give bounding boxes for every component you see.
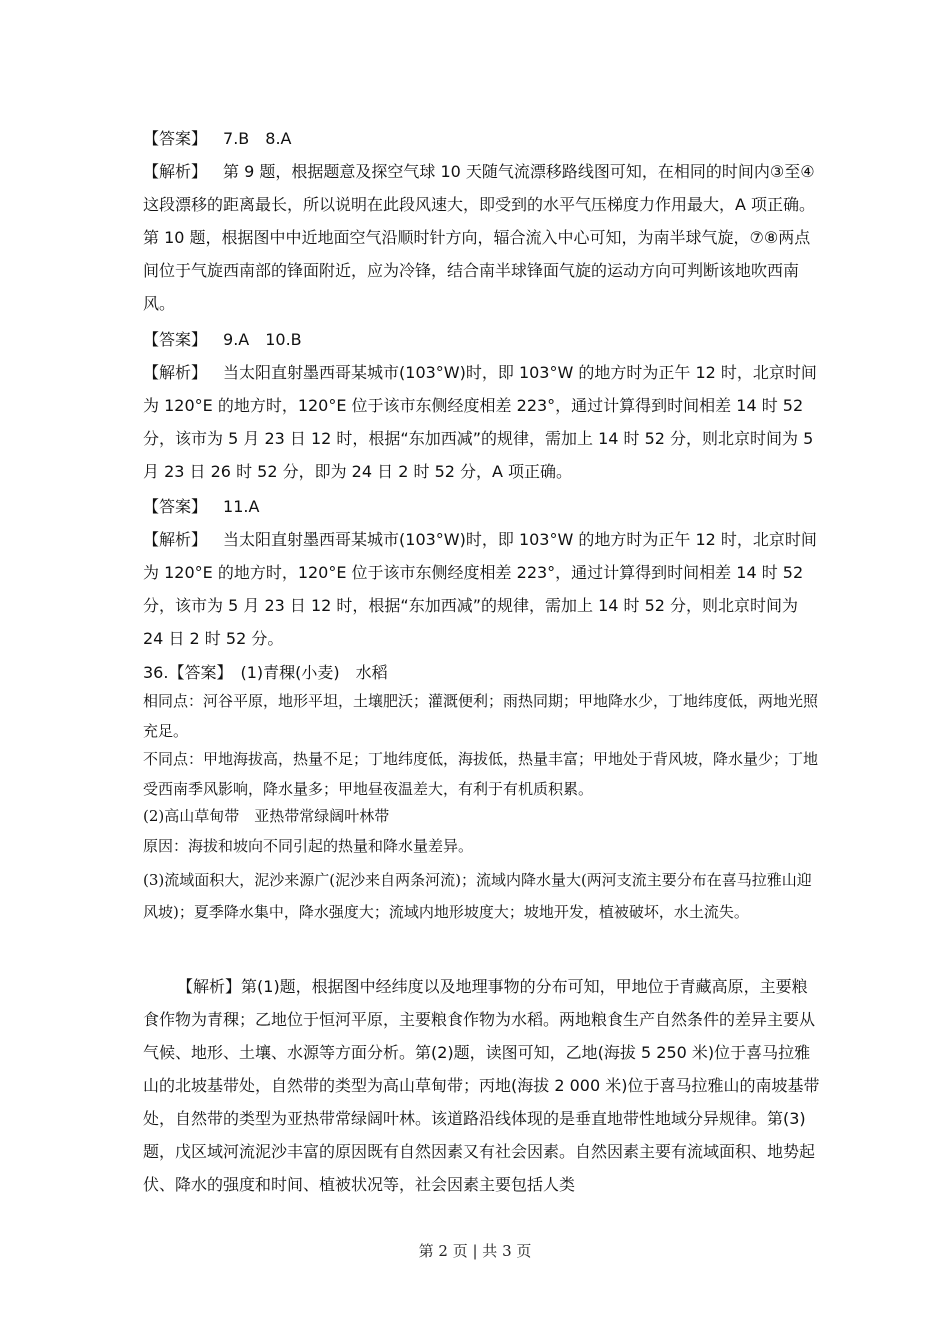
answer-label: 【答案】 xyxy=(143,497,208,516)
q36-answer-heading xyxy=(143,656,823,689)
question-number: 36. xyxy=(143,663,169,682)
answer-7-8 xyxy=(143,122,823,155)
analysis-label: 【解析】 xyxy=(143,530,208,549)
q36-part-3: (3)流域面积大，泥沙来源广(泥沙来自两条河流)；流域内降水量大(两河支流主要分布在喜马拉雅山迎风坡)；夏季降水集中，降水强度大；流域内地形坡度大；坡地开发，植被破坏，水土流失。 xyxy=(143,871,812,921)
analysis-label: 【解析】 xyxy=(143,162,208,181)
answer-11 xyxy=(143,490,823,523)
page-footer: 第 2 页 | 共 3 页 xyxy=(418,1242,532,1260)
answer-text: 7.B 8.A xyxy=(207,129,292,148)
q36-same-points: 相同点：河谷平原，地形平坦，土壤肥沃；灌溉便利；雨热同期；甲地降水少，丁地纬度低，两地光照充足。 xyxy=(143,692,819,740)
analysis-label: 【解析】 xyxy=(143,363,208,382)
analysis-label: 【解析】 xyxy=(177,977,242,996)
q36-part-2: (2)高山草甸带 亚热带常绿阔叶林带 xyxy=(143,807,390,825)
answer-label: 【答案】 xyxy=(168,663,225,682)
answer-9-10 xyxy=(143,323,823,356)
analysis-time-1 xyxy=(143,356,823,488)
answer-label: 【答案】 xyxy=(143,330,208,349)
q36-different-points: 不同点：甲地海拔高，热量不足；丁地纬度低，海拔低，热量丰富；甲地处于背风坡，降水量少；丁地受西南季风影响，降水量多；甲地昼夜温差大，有利于有机质积累。 xyxy=(143,750,819,798)
answer-label: 【答案】 xyxy=(143,129,208,148)
analysis-9-10 xyxy=(143,155,823,320)
answer-text: 11.A xyxy=(207,497,260,516)
analysis-text: 当太阳直射墨西哥某城市(103°W)时，即 103°W 的地方时为正午 12 时，北京时间为 120°E 的地方时，120°E 位于该市东侧经度相差 223°，通过计算得到时间相差 14 时 52 分，该市为 5 月 23 日 12 时，根据“东加西减”的规律，需加上 14 时 52 分，则北京时间为 24 日 2 时 52 分。 xyxy=(143,530,817,648)
analysis-text: 第(1)题，根据图中经纬度以及地理事物的分布可知，甲地位于青藏高原，主要粮食作物为青稞；乙地位于恒河平原，主要粮食作物为水稻。两地粮食生产自然条件的差异主要从气候、地形、土壤、水源等方面分析。第(2)题，读图可知，乙地(海拔 5 250 米)位于喜马拉雅山的北坡基带处，自然带的类型为高山草甸带；丙地(海拔 2 000 米)位于喜马拉雅山的南坡基带处，自然带的类型为亚热带常绿阔叶林。该道路沿线体现的是垂直地带性地域分异规律。第(3)题，戊区域河流泥沙丰富的原因既有自然因素又有社会因素。自然因素主要有流域面积、地势起伏、降水的强度和时间、植被状况等，社会因素主要包括人类 xyxy=(143,977,820,1194)
analysis-time-2 xyxy=(143,523,823,655)
analysis-text: 第 9 题，根据题意及探空气球 10 天随气流漂移路线图可知，在相同的时间内③至④这段漂移的距离最长，所以说明在此段风速大，即受到的水平气压梯度力作用最大，A 项正确。第 10 题，根据图中中近地面空气沿顺时针方向，辐合流入中心可知，为南半球气旋，⑦⑧两点间位于气旋西南部的锋面附近，应为冷锋，结合南半球锋面气旋的运动方向可判断该地吹西南风。 xyxy=(143,162,816,313)
analysis-text: 当太阳直射墨西哥某城市(103°W)时，即 103°W 的地方时为正午 12 时，北京时间为 120°E 的地方时，120°E 位于该市东侧经度相差 223°，通过计算得到时间相差 14 时 52 分，该市为 5 月 23 日 12 时，根据“东加西减”的规律，需加上 14 时 52 分，则北京时间为 5 月 23 日 26 时 52 分，即为 24 日 2 时 52 分，A 项正确。 xyxy=(143,363,817,481)
q36-reason: 原因：海拔和坡向不同引起的热量和降水量差异。 xyxy=(143,837,474,855)
answer-text: 9.A 10.B xyxy=(207,330,302,349)
answer-text: (1)青稞(小麦) 水稻 xyxy=(224,663,388,682)
q36-analysis xyxy=(143,970,823,1201)
